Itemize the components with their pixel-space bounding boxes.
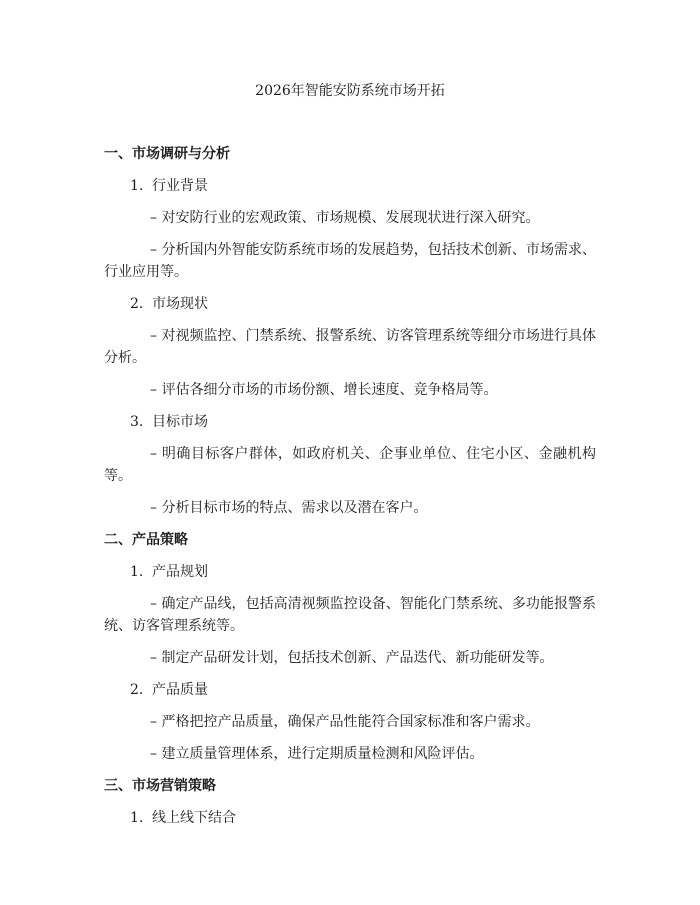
paragraph: – 制定产品研发计划，包括技术创新、产品迭代、新功能研发等。: [150, 650, 554, 666]
subsection-heading: [104, 175, 596, 197]
paragraph: – 确定产品线，包括高清视频监控设备、智能化门禁系统、多功能报警系统、访客管理系统等。: [104, 596, 596, 634]
subsection-heading: [104, 293, 596, 315]
paragraph: – 严格把控产品质量，确保产品性能符合国家标准和客户需求。: [150, 714, 540, 730]
paragraph: – 分析国内外智能安防系统市场的发展趋势，包括技术创新、市场需求、行业应用等。: [104, 242, 596, 280]
paragraph: – 对安防行业的宏观政策、市场规模、发展现状进行深入研究。: [150, 210, 540, 226]
document-title: 2026年智能安防系统市场开拓: [255, 83, 445, 99]
subsection-title: 产品规划: [152, 564, 208, 580]
subsection-number: 2.: [130, 682, 144, 698]
subsection-number: 1.: [130, 810, 144, 826]
subsection-title: 线上线下结合: [152, 810, 236, 826]
paragraph: – 明确目标客户群体，如政府机关、企事业单位、住宅小区、金融机构等。: [104, 446, 596, 484]
subsection-heading: [104, 411, 596, 433]
paragraph: – 分析目标市场的特点、需求以及潜在客户。: [150, 500, 428, 516]
subsection-title: 产品质量: [152, 682, 208, 698]
subsection-title: 目标市场: [152, 414, 208, 430]
paragraph: – 建立质量管理体系，进行定期质量检测和风险评估。: [150, 746, 484, 762]
subsection-number: 2.: [130, 296, 144, 312]
subsection-heading: [104, 679, 596, 701]
subsection-number: 3.: [130, 414, 144, 430]
subsection-heading: [104, 807, 596, 829]
subsection-number: 1.: [130, 178, 144, 194]
subsection-number: 1.: [130, 564, 144, 580]
subsection-title: 市场现状: [152, 296, 208, 312]
section-heading: 一、市场调研与分析: [104, 146, 230, 162]
document-body: [104, 143, 596, 829]
paragraph: – 对视频监控、门禁系统、报警系统、访客管理系统等细分市场进行具体分析。: [104, 328, 596, 366]
subsection-title: 行业背景: [152, 178, 208, 194]
section-heading: 三、市场营销策略: [104, 778, 216, 794]
paragraph: – 评估各细分市场的市场份额、增长速度、竞争格局等。: [150, 382, 498, 398]
subsection-heading: [104, 561, 596, 583]
section-heading: 二、产品策略: [104, 532, 188, 548]
